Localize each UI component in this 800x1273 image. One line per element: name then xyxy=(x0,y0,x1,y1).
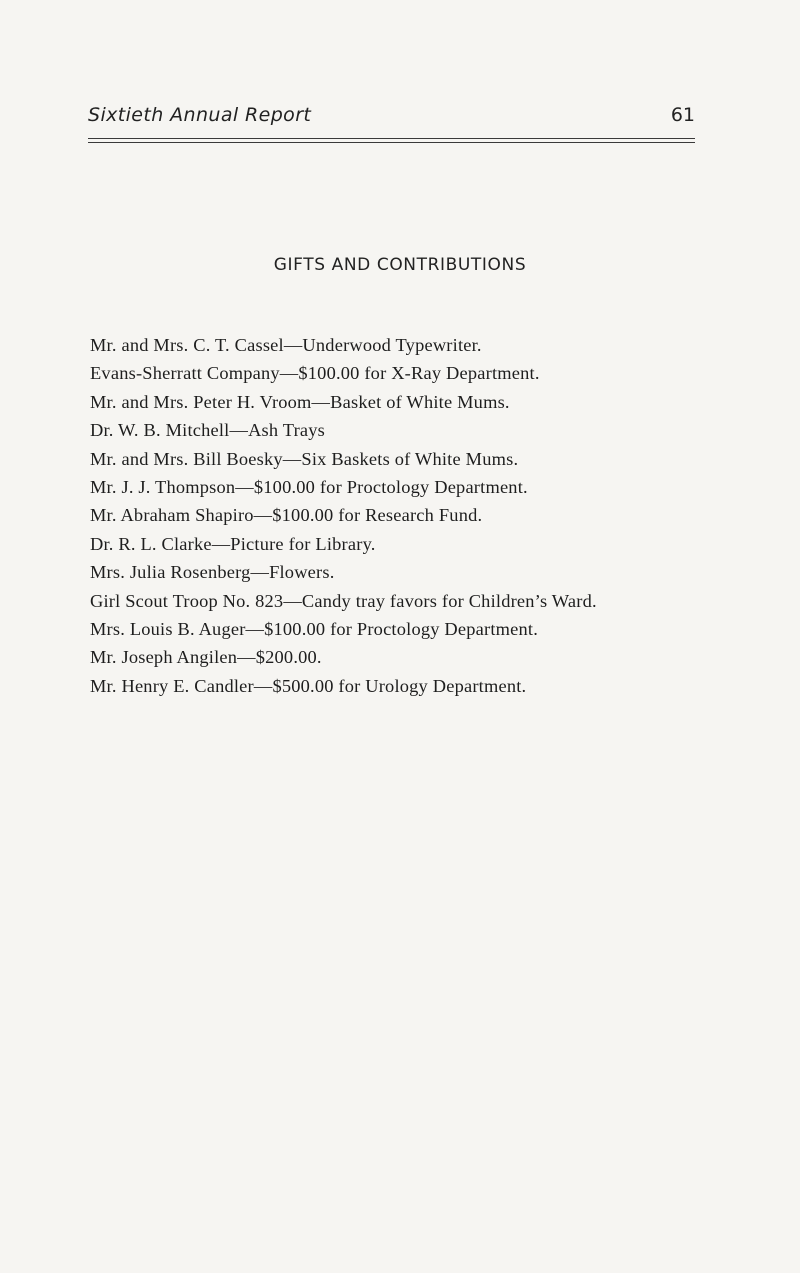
page-number: 61 xyxy=(670,104,695,126)
section-title: GIFTS AND CONTRIBUTIONS xyxy=(273,255,527,275)
contribution-entry: Mr. and Mrs. Peter H. Vroom—Basket of White Mums. xyxy=(90,391,510,412)
contribution-entry: Dr. W. B. Mitchell—Ash Trays xyxy=(90,420,326,441)
contribution-entry: Girl Scout Troop No. 823—Candy tray favors for Children’s Ward. xyxy=(90,590,597,611)
running-title: Sixtieth Annual Report xyxy=(88,104,312,126)
contribution-entry: Mr. Henry E. Candler—$500.00 for Urology Department. xyxy=(90,675,527,696)
contribution-entry: Mr. and Mrs. Bill Boesky—Six Baskets of White Mums. xyxy=(90,448,519,469)
running-header xyxy=(88,104,695,130)
contribution-entry: Mrs. Julia Rosenberg—Flowers. xyxy=(90,562,335,583)
contribution-entry: Mr. Joseph Angilen—$200.00. xyxy=(90,647,322,668)
contribution-entry: Dr. R. L. Clarke—Picture for Library. xyxy=(90,533,376,554)
header-rule-bottom xyxy=(88,142,695,143)
contributions-list xyxy=(90,331,597,700)
contribution-entry: Mr. J. J. Thompson—$100.00 for Proctology Department. xyxy=(90,476,528,497)
contribution-entry: Mrs. Louis B. Auger—$100.00 for Proctology Department. xyxy=(90,618,539,639)
contribution-entry: Mr. and Mrs. C. T. Cassel—Underwood Typewriter. xyxy=(90,335,482,355)
contribution-entry: Mr. Abraham Shapiro—$100.00 for Research Fund. xyxy=(90,505,483,526)
contribution-entry: Evans-Sherratt Company—$100.00 for X-Ray Department. xyxy=(90,363,540,384)
header-rule-top xyxy=(88,138,695,139)
